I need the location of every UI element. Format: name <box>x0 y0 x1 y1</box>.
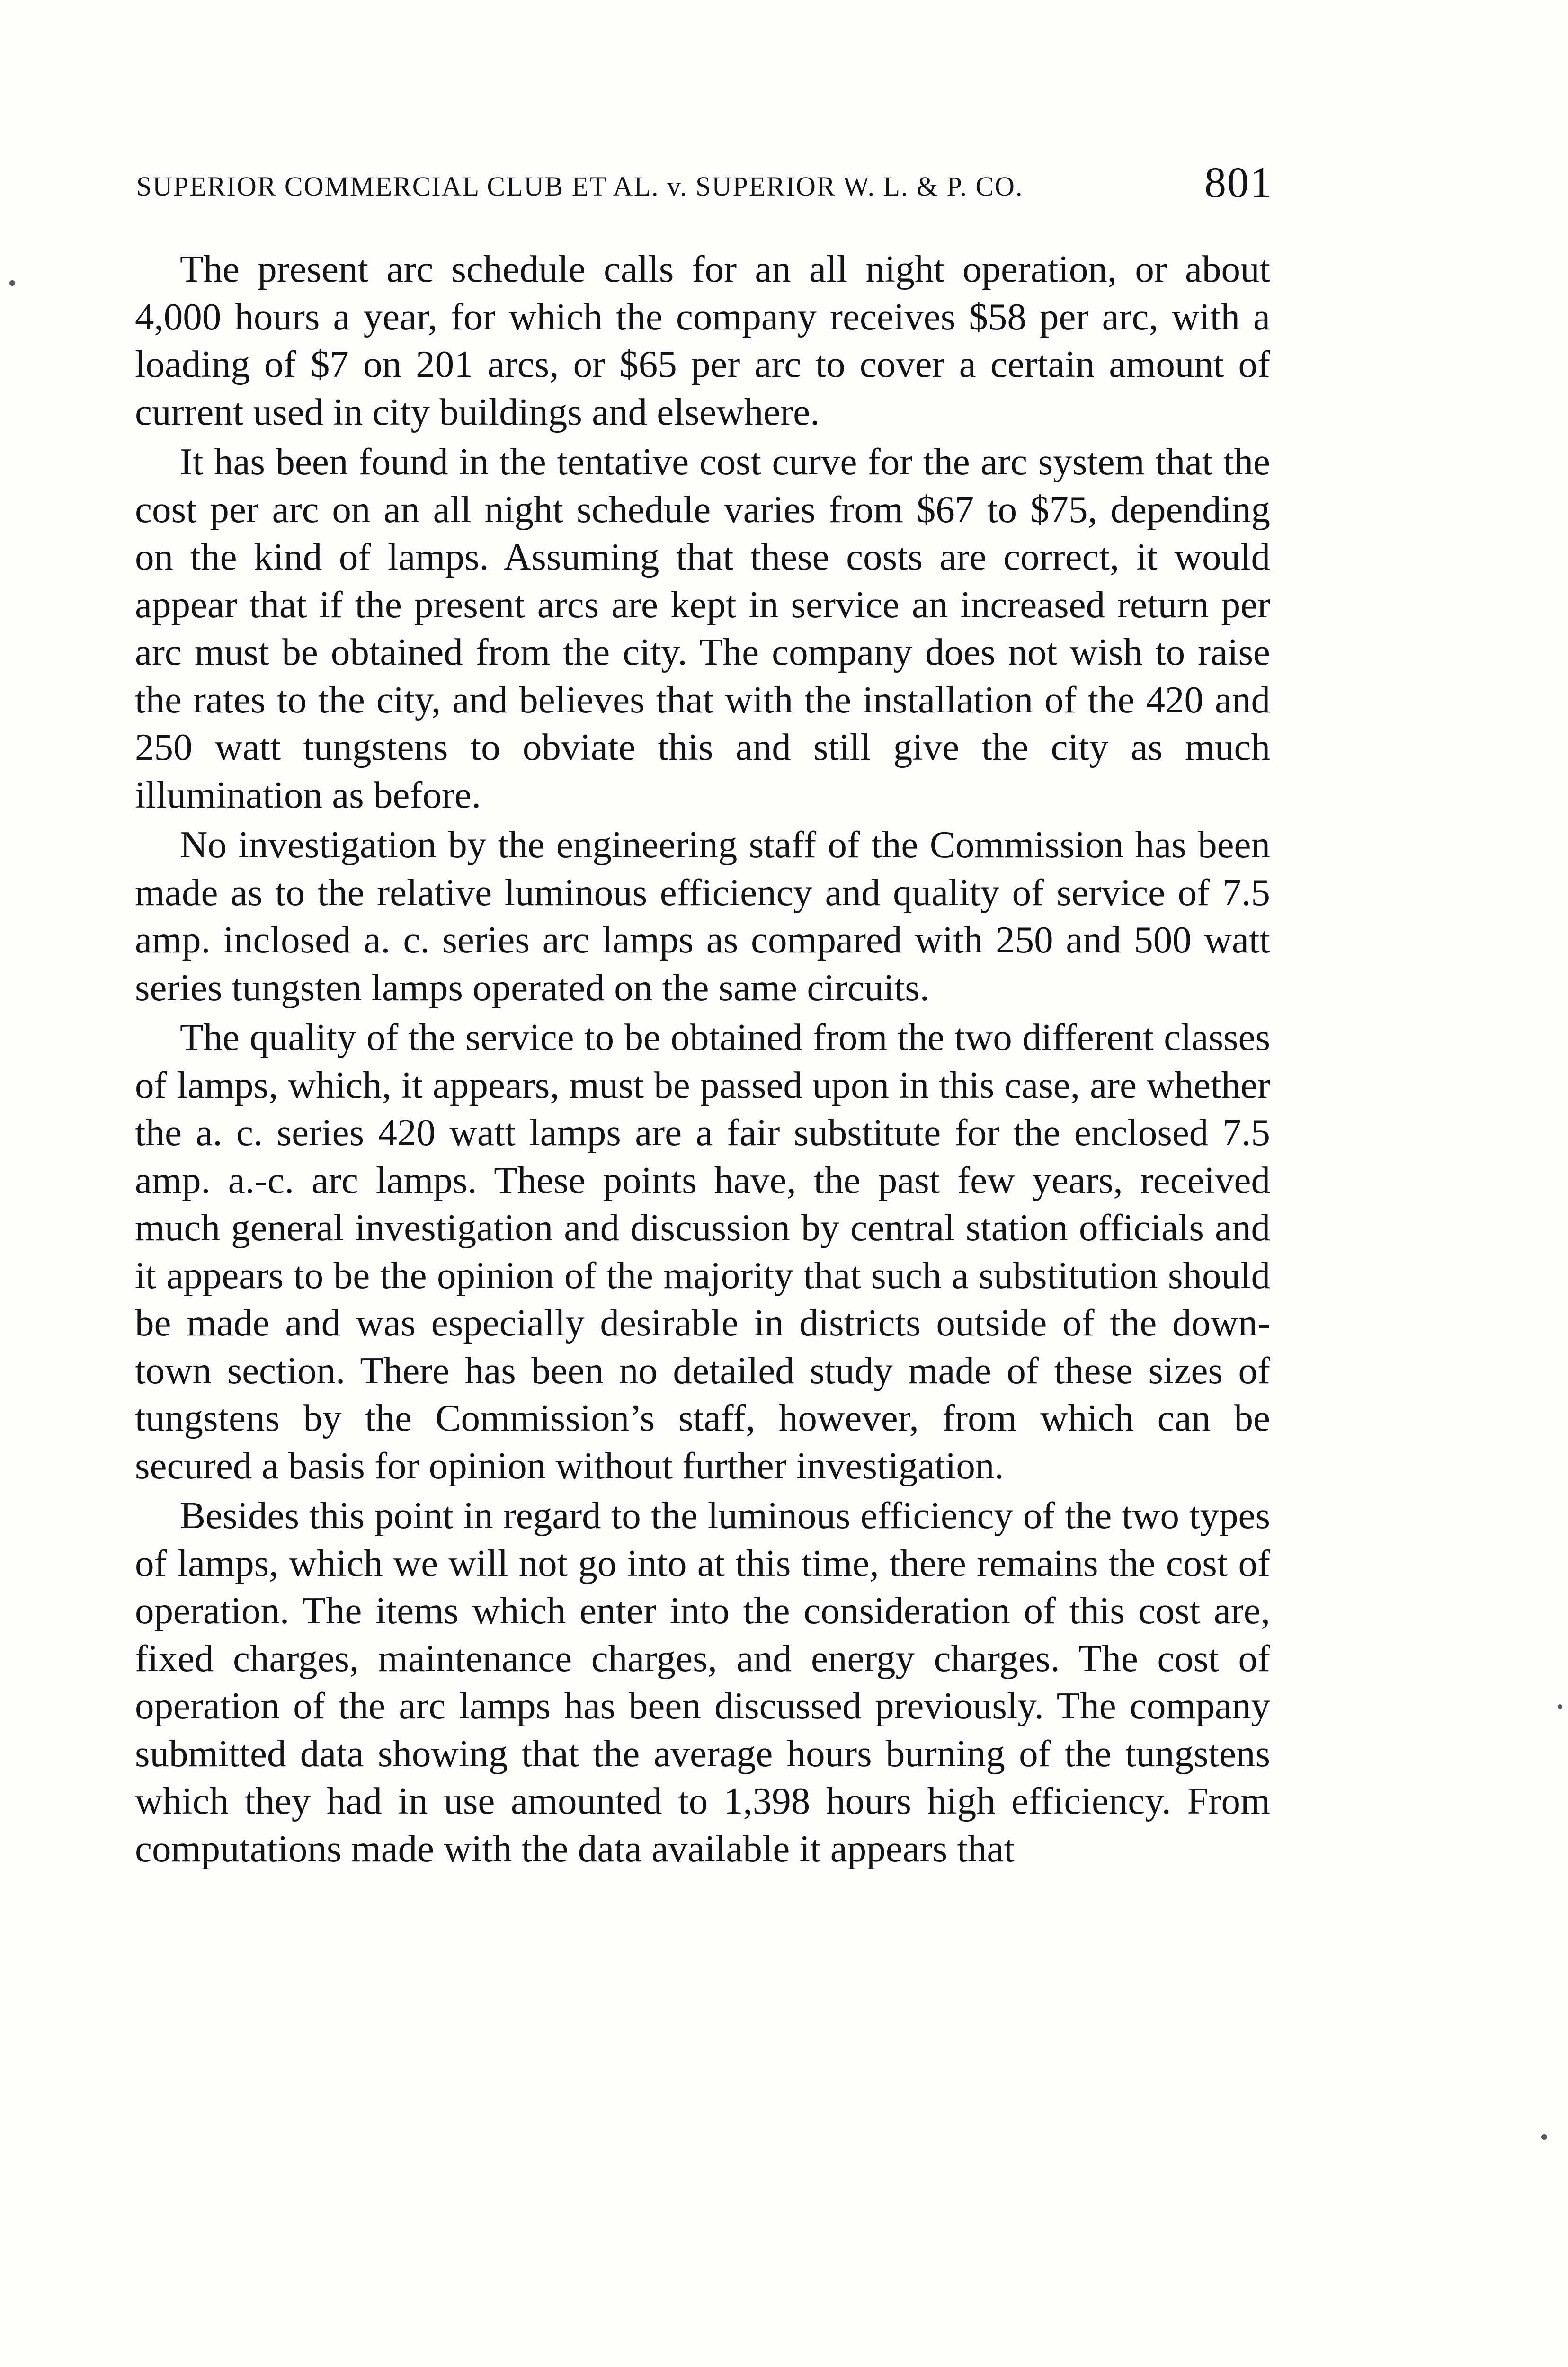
body-text <box>135 245 1270 1875</box>
scan-speck <box>1558 1704 1562 1709</box>
scan-speck <box>9 280 15 286</box>
running-title: SUPERIOR COMMERCIAL CLUB ET AL. v. SUPERIOR W. L. & P. CO. <box>136 171 1024 202</box>
paragraph: It has been found in the tentative cost curve for the arc system that the cost per arc on an all night schedule varies from $67 to $75, depending on the kind of lamps. Assuming that these costs are correct, it would appear that if the present arcs are kept in service an increased return per arc must be obtained from the city. The company does not wish to raise the rates to the city, and believes that with the installation of the 420 and 250 watt tungstens to obviate this and still give the city as much illumination as before. <box>135 440 1270 816</box>
running-head <box>136 157 1273 205</box>
page-number: 801 <box>1204 158 1273 206</box>
paragraph: The present arc schedule calls for an all night operation, or about 4,000 hours a year, for which the company receives $58 per arc, with a loading of $7 on 201 arcs, or $65 per arc to cover a certain amount of current used in city buildings and elsewhere. <box>135 248 1270 433</box>
paragraph: Besides this point in regard to the luminous efficiency of the two types of lamps, which we will not go into at this time, there remains the cost of operation. The items which enter into the consideration of this cost are, fixed charges, maintenance charges, and energy charges. The cost of operation of the arc lamps has been discussed previously. The company submitted data showing that the average hours burning of the tungstens which they had in use amounted to 1,398 hours high efficiency. From computations made with the data available it appears that <box>135 1494 1270 1870</box>
paragraph: The quality of the service to be obtained from the two different classes of lamps, which, it appears, must be passed upon in this case, are whether the a. c. series 420 watt lamps are a fair substitute for the enclosed 7.5 amp. a.-c. arc lamps. These points have, the past few years, received much general investigation and discussion by central station officials and it appears to be the opinion of the majority that such a substitution should be made and was especially desirable in districts outside of the down-town section. There has been no detailed study made of these sizes of tungstens by the Commission’s staff, however, from which can be secured a basis for opinion without further investigation. <box>135 1016 1270 1487</box>
paragraph: No investigation by the engineering staff of the Commission has been made as to the relative luminous efficiency and quality of service of 7.5 amp. inclosed a. c. series arc lamps as compared with 250 and 500 watt series tungsten lamps operated on the same circuits. <box>135 823 1270 1009</box>
scan-speck <box>1541 2134 1547 2140</box>
